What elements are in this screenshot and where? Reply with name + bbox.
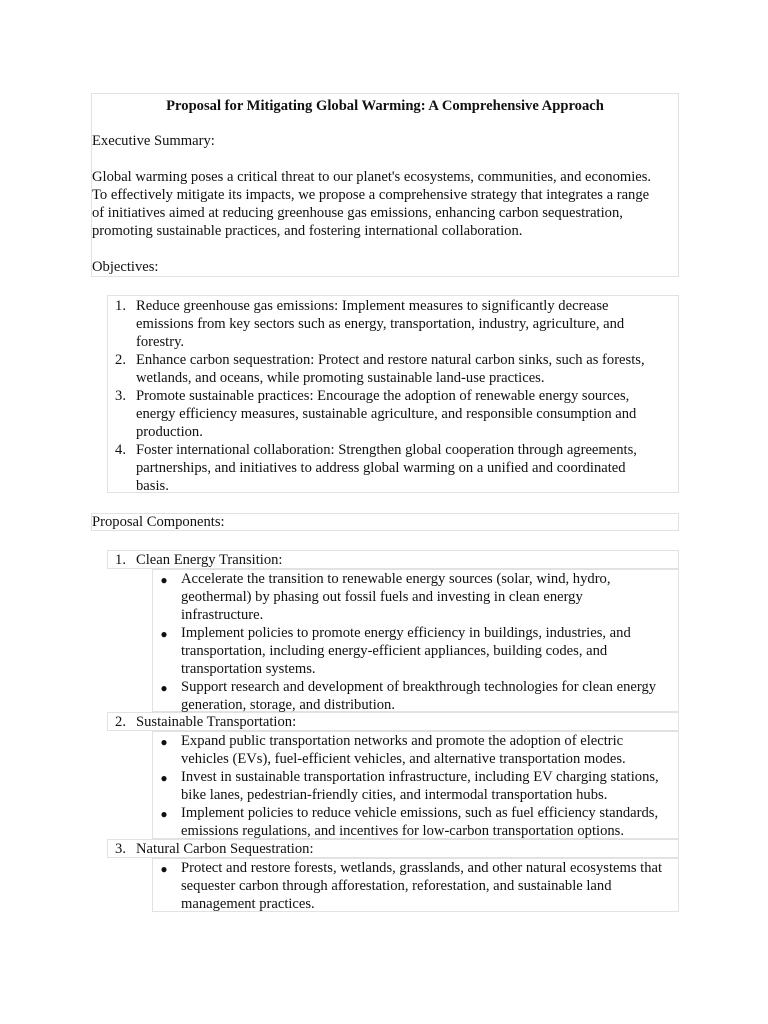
components-heading-box <box>91 513 679 531</box>
bullet-line: generation, storage, and distribution. <box>181 697 395 713</box>
bullet-line: sequester carbon through afforestation, reforestation, and sustainable land <box>181 878 612 894</box>
bullet-line: Expand public transportation networks and promote the adoption of electric <box>181 733 624 749</box>
bullet-icon: ● <box>160 735 168 749</box>
summary-section <box>91 93 679 277</box>
executive-summary-line: To effectively mitigate its impacts, we propose a comprehensive strategy that integrates a range <box>92 187 650 203</box>
bullet-line: Implement policies to reduce vehicle emissions, such as fuel efficiency standards, <box>181 805 659 821</box>
executive-summary-line: Global warming poses a critical threat to our planet's ecosystems, communities, and economies. <box>92 169 652 185</box>
executive-summary-line: promoting sustainable practices, and fostering international collaboration. <box>92 223 523 239</box>
objective-line: Enhance carbon sequestration: Protect and restore natural carbon sinks, such as forests, <box>136 352 645 368</box>
bullet-line: Implement policies to promote energy efficiency in buildings, industries, and <box>181 625 631 641</box>
bullet-icon: ● <box>160 573 168 587</box>
objective-number: 2. <box>115 352 126 368</box>
component-title-row <box>107 839 679 858</box>
bullet-icon: ● <box>160 681 168 695</box>
executive-summary-line: of initiatives aimed at reducing greenhouse gas emissions, enhancing carbon sequestration, <box>92 205 623 221</box>
objective-line: forestry. <box>136 334 185 350</box>
component-title: Natural Carbon Sequestration: <box>136 841 314 857</box>
objectives-heading: Objectives: <box>92 259 159 275</box>
bullet-line: Protect and restore forests, wetlands, grasslands, and other natural ecosystems that <box>181 860 663 876</box>
objective-line: wetlands, and oceans, while promoting sustainable land-use practices. <box>136 370 545 386</box>
bullet-line: bike lanes, pedestrian-friendly cities, and intermodal transportation hubs. <box>181 787 608 803</box>
component-title-row <box>107 712 679 731</box>
bullet-line: emissions regulations, and incentives for low-carbon transportation options. <box>181 823 624 839</box>
bullet-line: Invest in sustainable transportation infrastructure, including EV charging stations, <box>181 769 659 785</box>
component-title-row <box>107 550 679 569</box>
objectives-list <box>107 295 679 493</box>
proposal-components-heading: Proposal Components: <box>92 514 225 530</box>
objective-line: basis. <box>136 478 169 494</box>
executive-summary-heading: Executive Summary: <box>92 133 215 149</box>
bullet-line: Support research and development of breakthrough technologies for clean energy <box>181 679 657 695</box>
bullet-line: management practices. <box>181 896 315 912</box>
component-bullets <box>152 569 679 712</box>
objective-line: energy efficiency measures, sustainable agriculture, and responsible consumption and <box>136 406 637 422</box>
objective-line: partnerships, and initiatives to address global warming on a unified and coordinated <box>136 460 626 476</box>
objective-line: Foster international collaboration: Strengthen global cooperation through agreements, <box>136 442 637 458</box>
objective-number: 3. <box>115 388 126 404</box>
component-number: 2. <box>115 714 126 730</box>
objective-line: Reduce greenhouse gas emissions: Implement measures to significantly decrease <box>136 298 609 314</box>
component-bullets <box>152 858 679 912</box>
bullet-icon: ● <box>160 627 168 641</box>
bullet-line: transportation, including energy-efficient appliances, building codes, and <box>181 643 608 659</box>
objective-line: production. <box>136 424 203 440</box>
component-title: Sustainable Transportation: <box>136 714 297 730</box>
bullet-icon: ● <box>160 771 168 785</box>
bullet-icon: ● <box>160 862 168 876</box>
component-bullets <box>152 731 679 839</box>
bullet-line: Accelerate the transition to renewable energy sources (solar, wind, hydro, <box>181 571 611 587</box>
objective-line: Promote sustainable practices: Encourage the adoption of renewable energy sources, <box>136 388 630 404</box>
objective-line: emissions from key sectors such as energy, transportation, industry, agriculture, and <box>136 316 625 332</box>
bullet-line: vehicles (EVs), fuel-efficient vehicles, and alternative transportation modes. <box>181 751 626 767</box>
bullet-line: infrastructure. <box>181 607 264 623</box>
bullet-line: transportation systems. <box>181 661 316 677</box>
component-number: 3. <box>115 841 126 857</box>
document-title: Proposal for Mitigating Global Warming: A Comprehensive Approach <box>166 98 604 114</box>
bullet-icon: ● <box>160 807 168 821</box>
component-number: 1. <box>115 552 126 568</box>
objective-number: 4. <box>115 442 126 458</box>
bullet-line: geothermal) by phasing out fossil fuels and investing in clean energy <box>181 589 583 605</box>
objective-number: 1. <box>115 298 126 314</box>
component-title: Clean Energy Transition: <box>136 552 283 568</box>
